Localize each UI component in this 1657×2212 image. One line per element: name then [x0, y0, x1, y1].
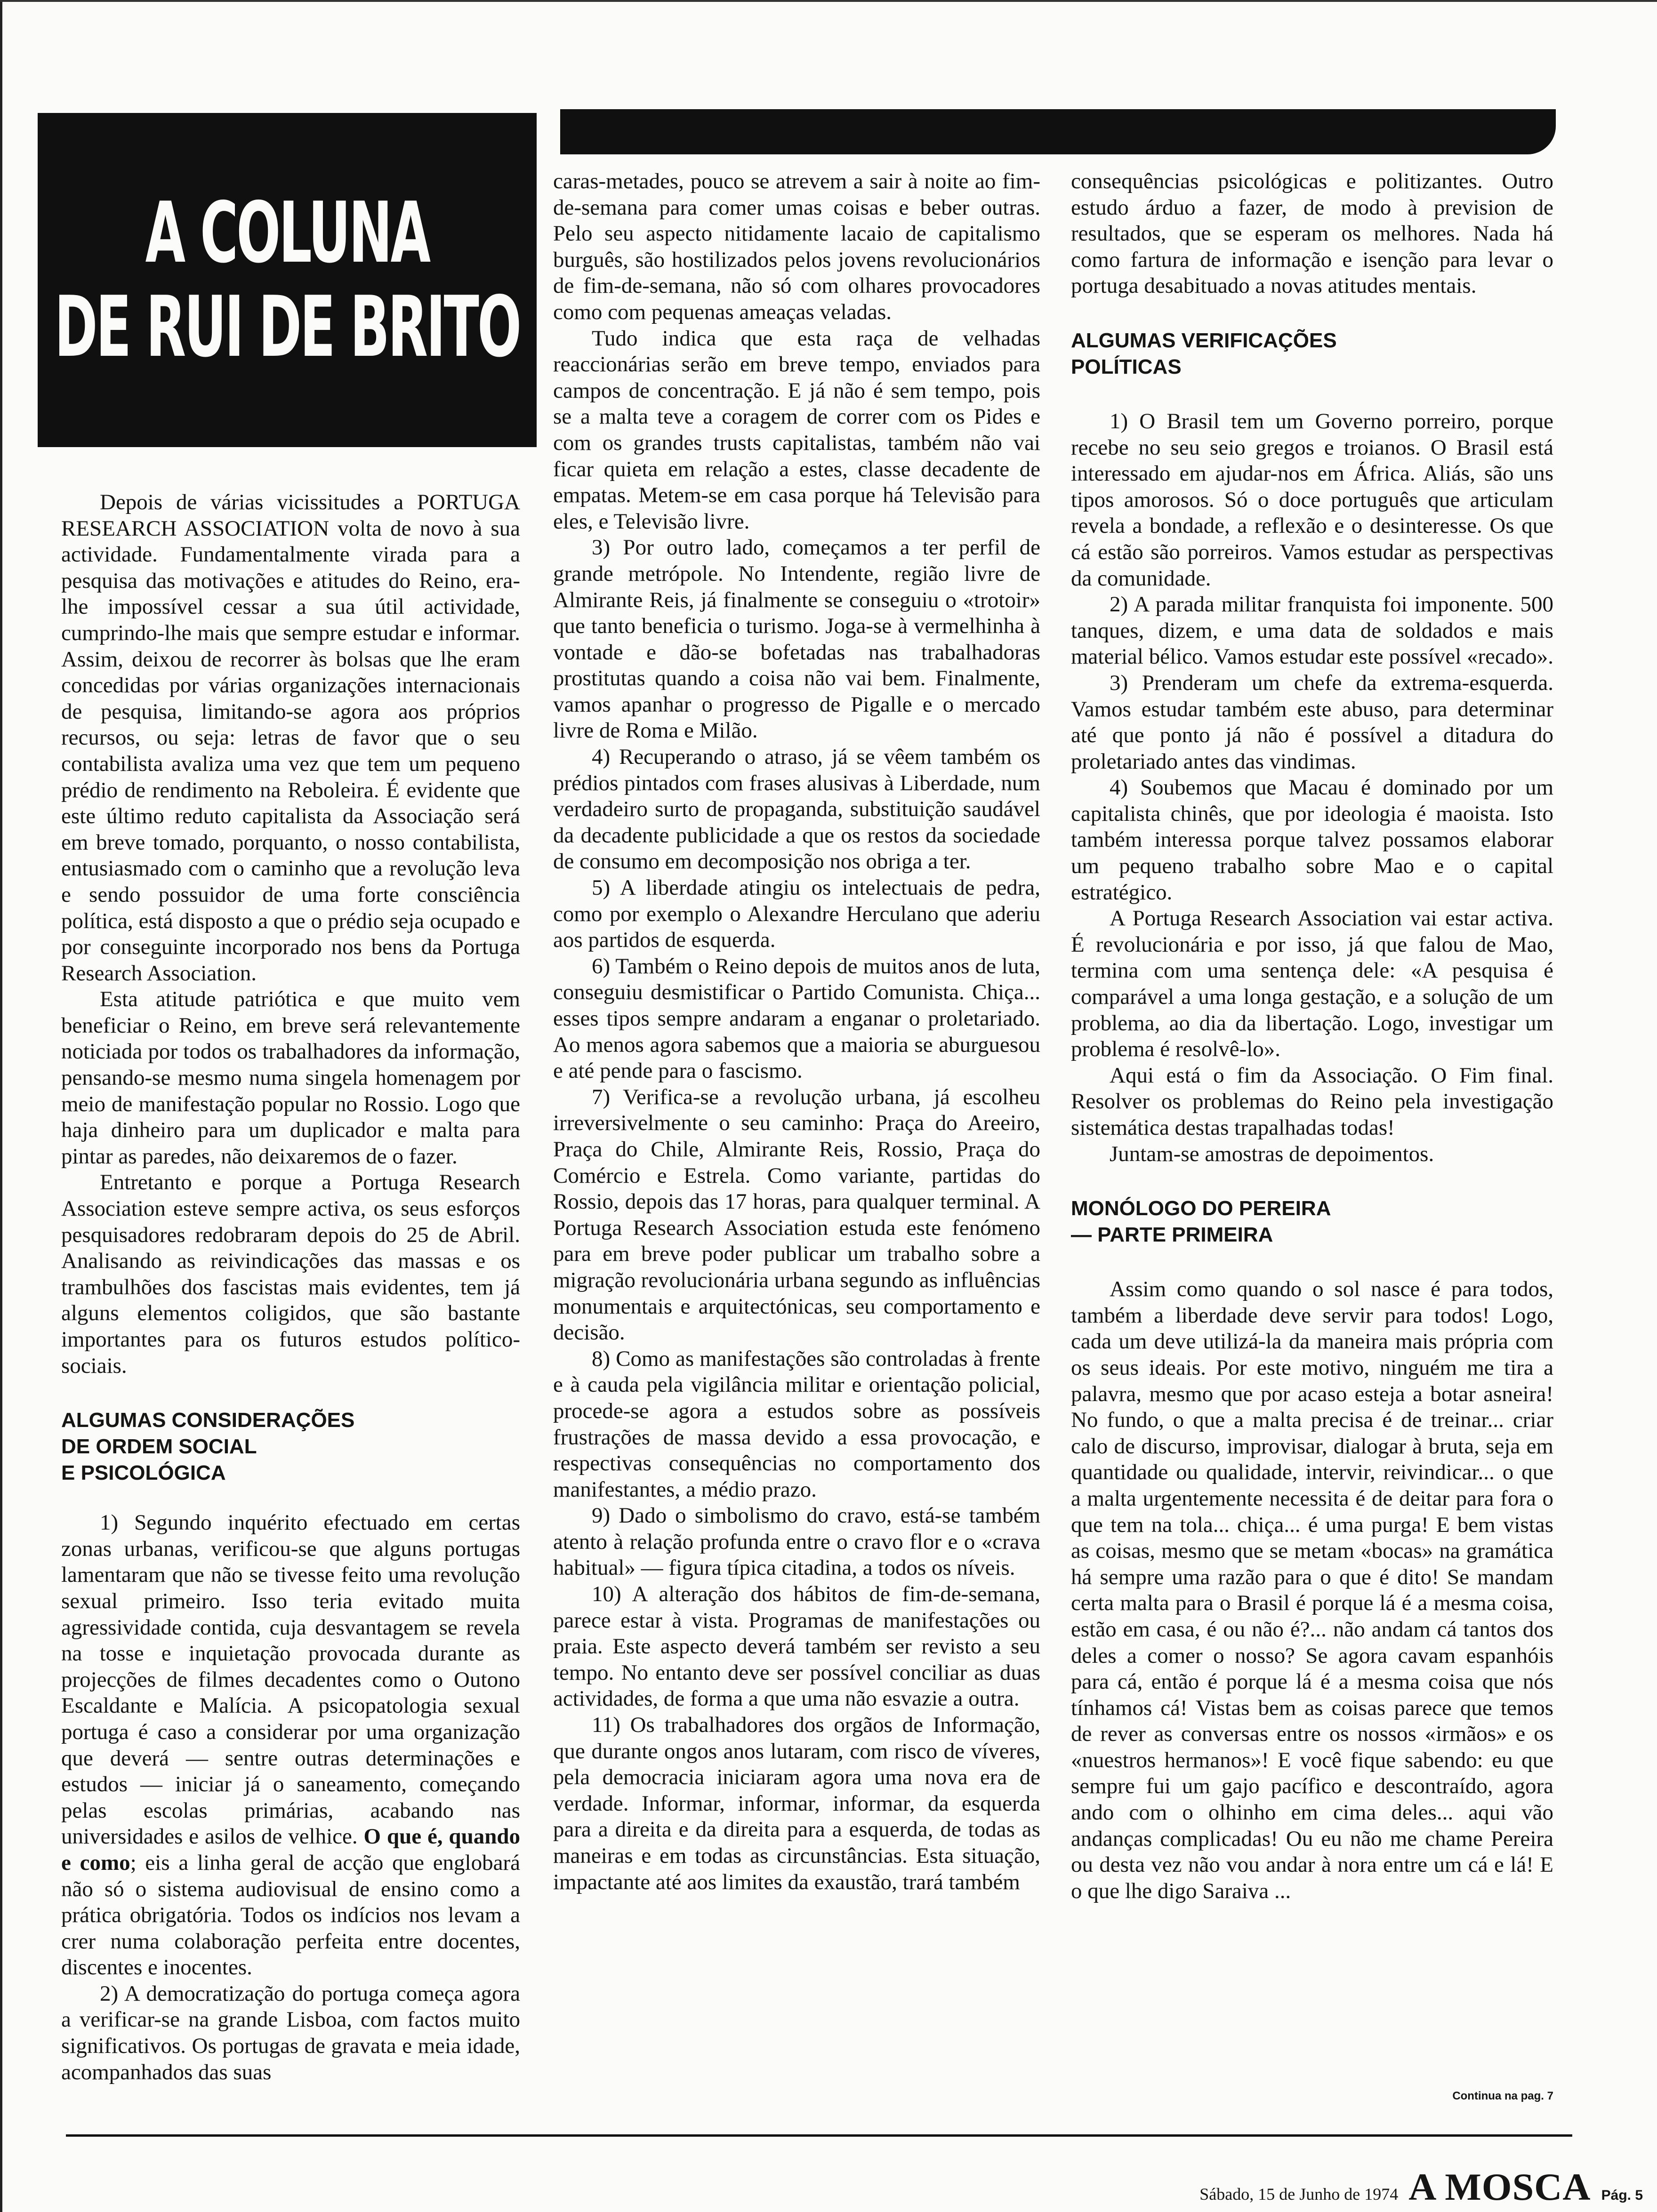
paragraph: 10) A alteração dos hábitos de fim-de-semana, parece estar à vista. Programas de manifestações ou praia. Este aspecto deverá também ser revisto a seu tempo. No entanto deve ser possível conciliar as duas actividades, de forma a que uma não esvazie a outra. [553, 1582, 1040, 1711]
page-edge [0, 0, 2, 2212]
heading-line: DE ORDEM SOCIAL [61, 1435, 257, 1459]
heading-line: POLÍTICAS [1071, 355, 1182, 378]
section-heading-monologue [1071, 1195, 1553, 1248]
page-top-edge [0, 0, 1657, 2]
paragraph: Aqui está o fim da Associação. O Fim final. Resolver os problemas do Reino pela investigação sistemática destas trapalhadas todas! [1071, 1063, 1553, 1140]
paragraph: consequências psicológicas e politizantes. Outro estudo árduo a fazer, de modo à prevision de resultados, que se esperam os melhores. Nada há como fartura de informação e isenção para levar o portuga desabituado a novas atitudes mentais. [1071, 169, 1553, 298]
paragraph [61, 1510, 520, 1981]
section-heading-social [61, 1407, 520, 1486]
paragraph: 4) Recuperando o atraso, já se vêem também os prédios pintados com frases alusivas à Liberdade, num verdadeiro surto de propaganda, substituição saudável da decadente publicidade a que os restos da sociedade de consumo em decomposição nos obriga a ter. [553, 745, 1040, 874]
paragraph: 5) A liberdade atingiu os intelectuais de pedra, como por exemplo o Alexandre Herculano que aderiu aos partidos de esquerda. [553, 875, 1040, 953]
paragraph: 11) Os trabalhadores dos orgãos de Informação, que durante ongos anos lutaram, com risco de víveres, pela democracia iniciaram agora uma nova era de verdade. Informar, informar, informar, da esquerda para a direita e da direita para a esquerda, de todas as maneiras e em todas as circunstâncias. Esta situação, impactante até aos limites da exaustão, trará também [553, 1713, 1040, 1894]
footer-rule [66, 2134, 1572, 2137]
paragraph: Entretanto e porque a Portuga Research Association esteve sempre activa, os seus esforços pesquisadores redobraram depois do 25 de Abril. Analisando as reivindicações das massas e os trambulhões dos fascistas mais evidentes, tem já alguns elementos coligidos, que são bastante importantes para os futuros estudos político-sociais. [61, 1170, 520, 1378]
paragraph-text: 1) Segundo inquérito efectuado em certas zonas urbanas, verificou-se que alguns portugas lamentaram que não se tivesse feito uma revolução sexual primeiro. Isso teria evitado muita agressividade contida, cuja desvantagem se revela na tosse e inquietação provocada durante as projecções de filmes decadentes como o Outono Escaldante e Malícia. A psicopatologia sexual portuga é caso a considerar por uma organização que deverá — sentre outras determinações e estudos — iniciar já o saneamento, começando pelas escolas primárias, acabando nas universidades e asilos de velhice. [61, 1510, 520, 1849]
paragraph: 4) Soubemos que Macau é dominado por um capitalista chinês, que por ideologia é maoista. Isto também interessa porque talvez possamos elaborar um pequeno trabalho sobre Mao e o capital estratégico. [1071, 775, 1553, 905]
newspaper-logo: A MOSCA [1408, 2165, 1591, 2208]
paragraph: 2) A democratização do portuga começa agora a verificar-se na grande Lisboa, com factos muito significativos. Os portugas de gravata e meia idade, acompanhados das suas [61, 1981, 520, 2084]
heading-line: — PARTE PRIMEIRA [1071, 1223, 1273, 1247]
heading-line: ALGUMAS VERIFICAÇÕES [1071, 329, 1337, 352]
paragraph: 7) Verifica-se a revolução urbana, já escolheu irreversivelmente o seu caminho: Praça do Areeiro, Praça do Chile, Almirante Reis, Rossio, Praça do Comércio e Estrela. Como variante, partidas do Rossio, depois das 17 horas, para qualquer terminal. A Portuga Research Association estuda este fenómeno para em breve poder publicar um trabalho sobre a migração revolucionária urbana segundo as influências monumentais e arquitectónicas, seu comportamento e decisão. [553, 1084, 1040, 1345]
header-black-bar [560, 109, 1556, 154]
continued-on-page-note: Continua na pag. 7 [1452, 2090, 1553, 2102]
emphasis-text: O que é, quando e como [61, 1824, 520, 1875]
column-title-box [38, 113, 537, 447]
paragraph: 2) A parada militar franquista foi imponente. 500 tanques, dizem, e uma data de soldados e mais material bélico. Vamos estudar este possível «recado». [1071, 592, 1553, 669]
article-column-2 [553, 168, 1040, 1895]
paragraph: 1) O Brasil tem um Governo porreiro, porque recebe no seu seio gregos e troianos. O Brasil está interessado em ajudar-nos em África. Aliás, são uns tipos amorosos. Só o doce português que articulam revela a bondade, a reflexão e o desinteresse. Os que cá estão são porreiros. Vamos estudar as perspectivas da comunidade. [1071, 409, 1553, 591]
heading-line: ALGUMAS CONSIDERAÇÕES [61, 1409, 355, 1432]
column-title-line-2: DE RUI DE BRITO [54, 278, 520, 376]
paragraph: 6) Também o Reino depois de muitos anos de luta, conseguiu desmistificar o Partido Comunista. Chiça... esses tipos sempre andaram a enganar o proletariado. Ao menos agora sabemos que a maioria se aburguesou e até pende para o fascismo. [553, 954, 1040, 1083]
paragraph-text: ; eis a linha geral de acção que englobará não só o sistema audiovisual de ensino como a prática obrigatória. Todos os indícios nos levam a crer numa colaboração perfeita entre docentes, discentes e inocentes. [61, 1850, 520, 1980]
heading-line: MONÓLOGO DO PEREIRA [1071, 1197, 1331, 1220]
paragraph: 8) Como as manifestações são controladas à frente e à cauda pela vigilância militar e orientação policial, procede-se agora a estudos sobre as possíveis frustrações de massa devido a essa provocação, e respectivas consequências no comportamento dos manifestantes, a médio prazo. [553, 1346, 1040, 1502]
paragraph: 3) Prenderam um chefe da extrema-esquerda. Vamos estudar também este abuso, para determinar até que ponto já não é possível a ditadura do proletariado antes das vindimas. [1071, 670, 1553, 774]
article-column-1 [61, 489, 520, 2085]
paragraph: Tudo indica que esta raça de velhadas reaccionárias serão em breve tempo, enviados para campos de concentração. E já não é sem tempo, pois se a malta teve a coragem de correr com os Pides e com os grandes trusts capitalistas, também não vai ficar quieta em relação a estes, classe decadente de empatas. Metem-se em casa porque há Televisão para eles, e Televisão livre. [553, 326, 1040, 534]
paragraph: Assim como quando o sol nasce é para todos, também a liberdade deve servir para todos! Logo, cada um deve utilizá-la da maneira mais própria com os seus ideais. Por este motivo, ninguém me tira a palavra, mesmo que por acaso esteja a botar asneira! No fundo, o que a malta precisa é de treinar... criar calo de discurso, improvisar, dialogar à bruta, seja em quantidade ou qualidade, intervir, reivindicar... o que a malta urgentemente necessita é de deitar para fora o que tem na tola... chiça... é uma purga! E bem vistas as coisas, mesmo que se metam «bocas» na gramática há sempre uma razão para o que é dito! Se mandam certa malta para o Brasil é porque lá é a mesma coisa, estão em casa, é ou não é?... não andam cá tantos dos deles a comer o nosso? Se agora cavam espanhóis para cá, então é porque lá é a mesma coisa que nós tínhamos cá! Vistas bem as coisas parece que temos de rever as conversas entre os nossos «irmãos» e os «nuestros hermanos»! E você fique sabendo: eu que sempre fui um gajo pacífico e descontraído, agora ando com o olhinho em cima deles... aqui vão andanças complicadas! Ou eu não me chame Pereira ou desta vez não vou andar à nora entre um cá e lá! E o que lhe digo Saraiva ... [1071, 1277, 1553, 1903]
page-number: Pág. 5 [1601, 2188, 1643, 2203]
paragraph: Juntam-se amostras de depoimentos. [1110, 1141, 1434, 1166]
issue-date: Sábado, 15 de Junho de 1974 [1199, 2185, 1399, 2204]
article-column-3 [1071, 168, 1553, 1904]
paragraph: 9) Dado o simbolismo do cravo, está-se também atento à relação profunda entre o cravo flor e o «crava habitual» — figura típica citadina, a todos os níveis. [553, 1503, 1040, 1580]
paragraph: A Portuga Research Association vai estar activa. É revolucionária e por isso, já que falou de Mao, termina com uma sentença dele: «A pesquisa é comparável a uma longa gestação, e a solução de um problema, ao dia da libertação. Logo, investigar um problema é resolvê-lo». [1071, 906, 1553, 1062]
paragraph: caras-metades, pouco se atrevem a sair à noite ao fim-de-semana para comer umas coisas e beber outras. Pelo seu aspecto nitidamente lacaio de capitalismo burguês, são hostilizados pelos jovens revolucionários de fim-de-semana, não só com olhares provocadores como com pequenas ameaças veladas. [553, 169, 1040, 324]
heading-line: E PSICOLÓGICA [61, 1461, 226, 1485]
column-title-line-1: A COLUNA [145, 184, 429, 281]
section-heading-politics [1071, 328, 1553, 380]
page-footer [1083, 2165, 1643, 2208]
paragraph: Esta atitude patriótica e que muito vem beneficiar o Reino, em breve será relevantemente noticiada por todos os trabalhadores da informação, pensando-se mesmo numa singela homenagem por meio de manifestação popular no Rossio. Logo que haja dinheiro para um duplicador e malta para pintar as paredes, não deixaremos de o fazer. [61, 987, 520, 1169]
paragraph: Depois de várias vicissitudes a PORTUGA RESEARCH ASSOCIATION volta de novo à sua actividade. Fundamentalmente virada para a pesquisa das motivações e atitudes do Reino, era-lhe impossível cessar a sua útil actividade, cumprindo-lhe mais que sempre estudar e informar. Assim, deixou de recorrer às bolsas que lhe eram concedidas por várias organizações internacionais de pesquisa, limitando-se agora aos próprios recursos, ou seja: letras de favor que o seu contabilista avaliza uma vez que tem um pequeno prédio de rendimento na Reboleira. É evidente que este último reduto capitalista da Associação será em breve tomado, porquanto, o nosso contabilista, entusiasmado com o caminho que a revolução leva e sendo possuidor de uma forte consciência política, está disposto a que o prédio seja ocupado e por conseguinte incorporado nos bens da Portuga Research Association. [61, 490, 520, 986]
paragraph: 3) Por outro lado, começamos a ter perfil de grande metrópole. No Intendente, região livre de Almirante Reis, já finalmente se conseguiu o «trotoir» que tanto beneficia o turismo. Joga-se à vermelhinha à vontade e dão-se bofetadas nas trabalhadoras prostitutas quando a coisa não vai bem. Finalmente, vamos apanhar o progresso de Pigalle e o mercado livre de Roma e Milão. [553, 535, 1040, 743]
